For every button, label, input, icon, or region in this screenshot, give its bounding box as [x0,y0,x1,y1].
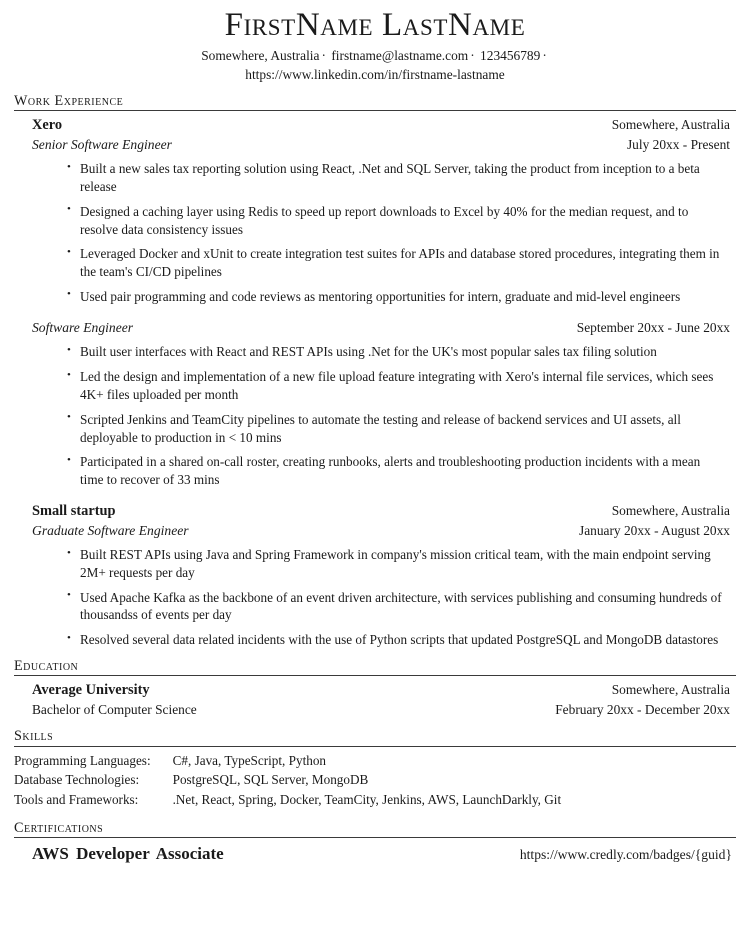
work-entry-location: Somewhere, Australia [611,502,730,518]
section-certifications [14,820,736,866]
education-entry [14,681,736,719]
certification-name: AWS Developer Associate [32,844,224,863]
work-entry-bullets [14,546,736,649]
certification-link[interactable]: https://www.credly.com/badges/{guid} [519,847,732,862]
work-entry-subheader [32,319,730,337]
skills-category-value: C#, Java, TypeScript, Python [172,752,327,768]
contact-linkedin[interactable]: https://www.linkedin.com/in/firstname-lastname [245,66,505,82]
table-row [14,791,561,811]
work-entry-bullets [14,343,736,489]
work-entry-role: Senior Software Engineer [32,136,172,152]
section-divider-skills [14,746,736,747]
resume-header [14,0,736,84]
section-divider-education [14,675,736,676]
section-title-education: Education [14,658,79,675]
education-entry-degree: Bachelor of Computer Science [32,701,197,717]
section-education [14,658,736,719]
section-divider-work [14,110,736,111]
table-row [14,752,561,772]
contact-location: Somewhere, Australia [201,47,320,63]
list-item: • Led the design and implementation of a new file upload feature integrating with Xero's internal file services, which sees 4K+ files uploaded per month [69,368,722,404]
work-entry-header [32,116,730,136]
work-entry-dates: July 20xx - Present [626,136,730,152]
education-entry-subheader [32,701,730,719]
work-entry-subheader [32,522,730,540]
certification-entry [14,843,736,865]
contact-separator-3: · [542,47,547,63]
work-entry-subheader [32,136,730,154]
education-entry-location: Somewhere, Australia [611,682,730,698]
work-entry-role: Graduate Software Engineer [32,522,189,538]
work-entry-bullets [14,160,736,306]
work-entry-dates: September 20xx - June 20xx [576,319,730,335]
skills-table [14,752,561,811]
education-entry-dates: February 20xx - December 20xx [555,701,730,717]
section-skills [14,728,736,810]
skills-category-value: PostgreSQL, SQL Server, MongoDB [172,772,369,788]
list-item: • Leveraged Docker and xUnit to create integration test suites for APIs and database stored procedures, integrating them in the team's CI/CD pipelines [69,245,722,281]
list-item: • Used Apache Kafka as the backbone of an event driven architecture, with services publishing and consuming hundreds of thousandss of events per day [69,589,722,625]
work-entry-role: Software Engineer [32,319,134,335]
contact-separator-2: · [470,47,475,63]
page-title: FirstName LastName [224,7,526,43]
list-item: • Built REST APIs using Java and Spring Framework in company's mission critical team, with the main endpoint serving 2M+ requests per day [69,546,722,582]
education-entry-header [32,681,730,701]
section-work-experience [14,93,736,649]
section-title-work: Work Experience [14,92,124,109]
list-item: • Designed a caching layer using Redis to speed up report downloads to Excel by 40% for the median request, and to resolve data consistency issues [69,203,722,239]
section-divider-certifications [14,837,736,838]
section-title-certifications: Certifications [14,819,104,836]
work-entry [14,502,736,540]
education-entry-school: Average University [32,682,150,699]
contact-email[interactable]: firstname@lastname.com [331,47,469,63]
table-row [14,771,561,791]
work-entry [14,116,736,154]
list-item: • Built a new sales tax reporting solution using React, .Net and SQL Server, taking the product from inception to a beta release [69,160,722,196]
list-item: • Built user interfaces with React and REST APIs using .Net for the UK's most popular sales tax filing solution [69,343,722,361]
contact-separator-1: · [321,47,326,63]
contact-phone[interactable]: 123456789 [480,47,541,63]
list-item: • Scripted Jenkins and TeamCity pipelines to automate the testing and release of backend services and UI assets, all deployable to production in < 10 mins [69,411,722,447]
work-entry-org: Small startup [32,502,116,519]
work-entry-header [32,502,730,522]
skills-category-value: .Net, React, Spring, Docker, TeamCity, Jenkins, AWS, LaunchDarkly, Git [172,791,562,807]
work-entry-location: Somewhere, Australia [611,117,730,133]
work-entry-dates: January 20xx - August 20xx [578,522,730,538]
list-item: • Participated in a shared on-call roster, creating runbooks, alerts and troubleshooting production incidents with a mean time to recover of 33 mins [69,453,722,489]
work-entry [14,319,736,337]
skills-category-label: Database Technologies: [14,772,140,788]
contact-line [14,46,736,84]
work-entry-org: Xero [32,117,63,134]
skills-category-label: Programming Languages: [14,752,151,768]
section-title-skills: Skills [14,728,54,745]
list-item: • Used pair programming and code reviews as mentoring opportunities for intern, graduate and mid-level engineers [69,288,722,306]
skills-category-label: Tools and Frameworks: [14,791,139,807]
list-item: • Resolved several data related incidents with the use of Python scripts that updated PostgreSQL and MongoDB datastores [69,631,722,649]
